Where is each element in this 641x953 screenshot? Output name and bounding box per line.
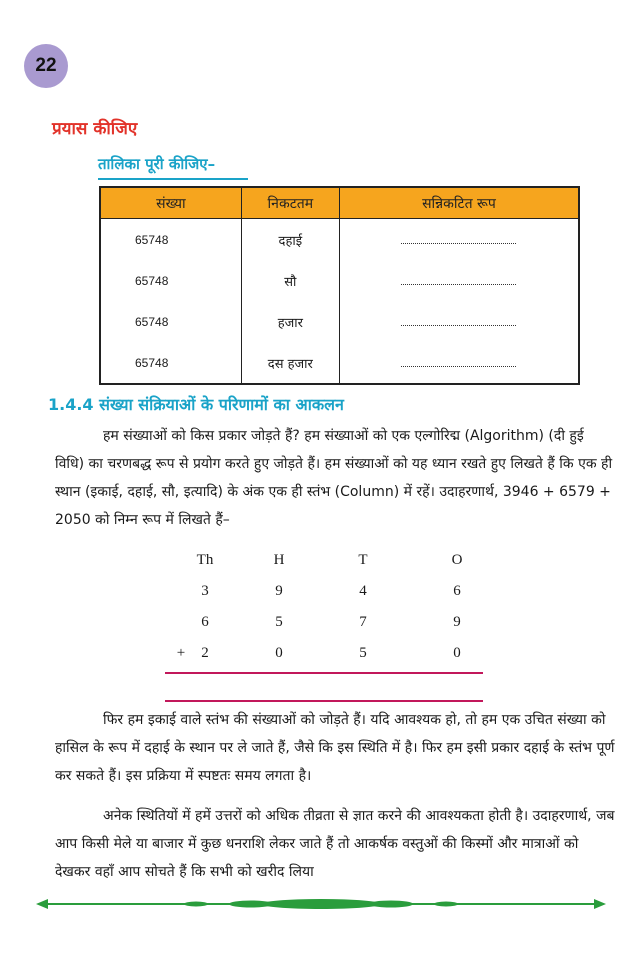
header-nearest: निकटतम (241, 187, 339, 219)
plus-sign: + (176, 645, 186, 661)
page-number-badge (24, 44, 68, 88)
place-value-header-row (168, 552, 484, 583)
page-number: 22 (35, 55, 57, 76)
try-heading: प्रयास कीजिए (52, 119, 138, 139)
header-ones: O (451, 552, 463, 568)
addend-row (168, 583, 484, 614)
cell-answer-blank[interactable] (339, 260, 579, 301)
table-caption: तालिका पूरी कीजिए– (98, 155, 216, 173)
paragraph-1: हम संख्याओं को किस प्रकार जोड़ते हैं? हम संख्याओं को एक एल्गोरिद्म (Algorithm) (दी हुई विधि) का चरणबद्ध रूप से प्रयोग करते हुए जोड़ते हैं। हम संख्याओं को यह ध्यान रखते हुए लिखते हैं कि एक ही स्थान (इकाई, दहाई, सौ, इत्यादि) के अंक एक ही स्तंभ (Column) में रहें। उदाहरणार्थ, 3946 + 6579 + 2050 को निम्न रूप में लिखते हैं– (55, 428, 613, 528)
digit: 6 (453, 583, 461, 599)
table-row (100, 301, 579, 342)
digit: 3 (201, 583, 209, 599)
table-row (100, 260, 579, 301)
header-tens: T (358, 552, 368, 568)
digit: 5 (275, 614, 283, 630)
cell-nearest: सौ (241, 260, 339, 301)
digit: 9 (275, 583, 283, 599)
sum-rule-top (165, 672, 483, 674)
digit: 0 (453, 645, 461, 661)
digit: 4 (359, 583, 367, 599)
paragraph-3: अनेक स्थितियों में हमें उत्तरों को अधिक तीव्रता से ज्ञात करने की आवश्यकता होती है। उदाहरणार्थ, जब आप किसी मेले या बाजार में कुछ धनराशि लेकर जाते हैं तो आकर्षक वस्तुओं की किस्मों और मात्राओं को देखकर वहाँ आप सोचते हैं कि सभी को खरीद लिया (55, 808, 615, 880)
table-row (100, 342, 579, 384)
cell-number: 65748 (100, 219, 241, 261)
header-hundreds: H (273, 552, 285, 568)
section-heading: 1.4.4 संख्या संक्रियाओं के परिणामों का आकलन (48, 395, 344, 414)
addend-row (168, 614, 484, 645)
caption-underline (98, 178, 248, 180)
addition-layout (168, 552, 484, 676)
digit: 9 (453, 614, 461, 630)
paragraph-2: फिर हम इकाई वाले स्तंभ की संख्याओं को जोड़ते हैं। यदि आवश्यक हो, तो हम एक उचित संख्या को हासिल के रूप में दहाई के स्थान पर ले जाते हैं, जैसे कि इस स्थिति में है। फिर हम इसी प्रकार दहाई के स्तंभ पूर्ण कर सकते हैं। इस प्रक्रिया में स्पष्टतः समय लगता है। (55, 712, 615, 784)
cell-nearest: हजार (241, 301, 339, 342)
cell-nearest: दहाई (241, 219, 339, 261)
cell-number: 65748 (100, 301, 241, 342)
fill-in-table (99, 186, 580, 385)
header-thousands: Th (196, 552, 214, 568)
cell-number: 65748 (100, 260, 241, 301)
decorative-divider (36, 892, 606, 916)
cell-answer-blank[interactable] (339, 219, 579, 261)
table-row (100, 219, 579, 261)
cell-answer-blank[interactable] (339, 301, 579, 342)
digit: 6 (201, 614, 209, 630)
digit: 5 (359, 645, 367, 661)
header-approx-form: सन्निकटित रूप (339, 187, 579, 219)
header-number: संख्या (100, 187, 241, 219)
digit: 7 (359, 614, 367, 630)
cell-answer-blank[interactable] (339, 342, 579, 384)
cell-nearest: दस हजार (241, 342, 339, 384)
cell-number: 65748 (100, 342, 241, 384)
digit: 0 (275, 645, 283, 661)
table-header-row (100, 187, 579, 219)
digit: 2 (201, 645, 209, 661)
sum-rule-bottom (165, 700, 483, 702)
